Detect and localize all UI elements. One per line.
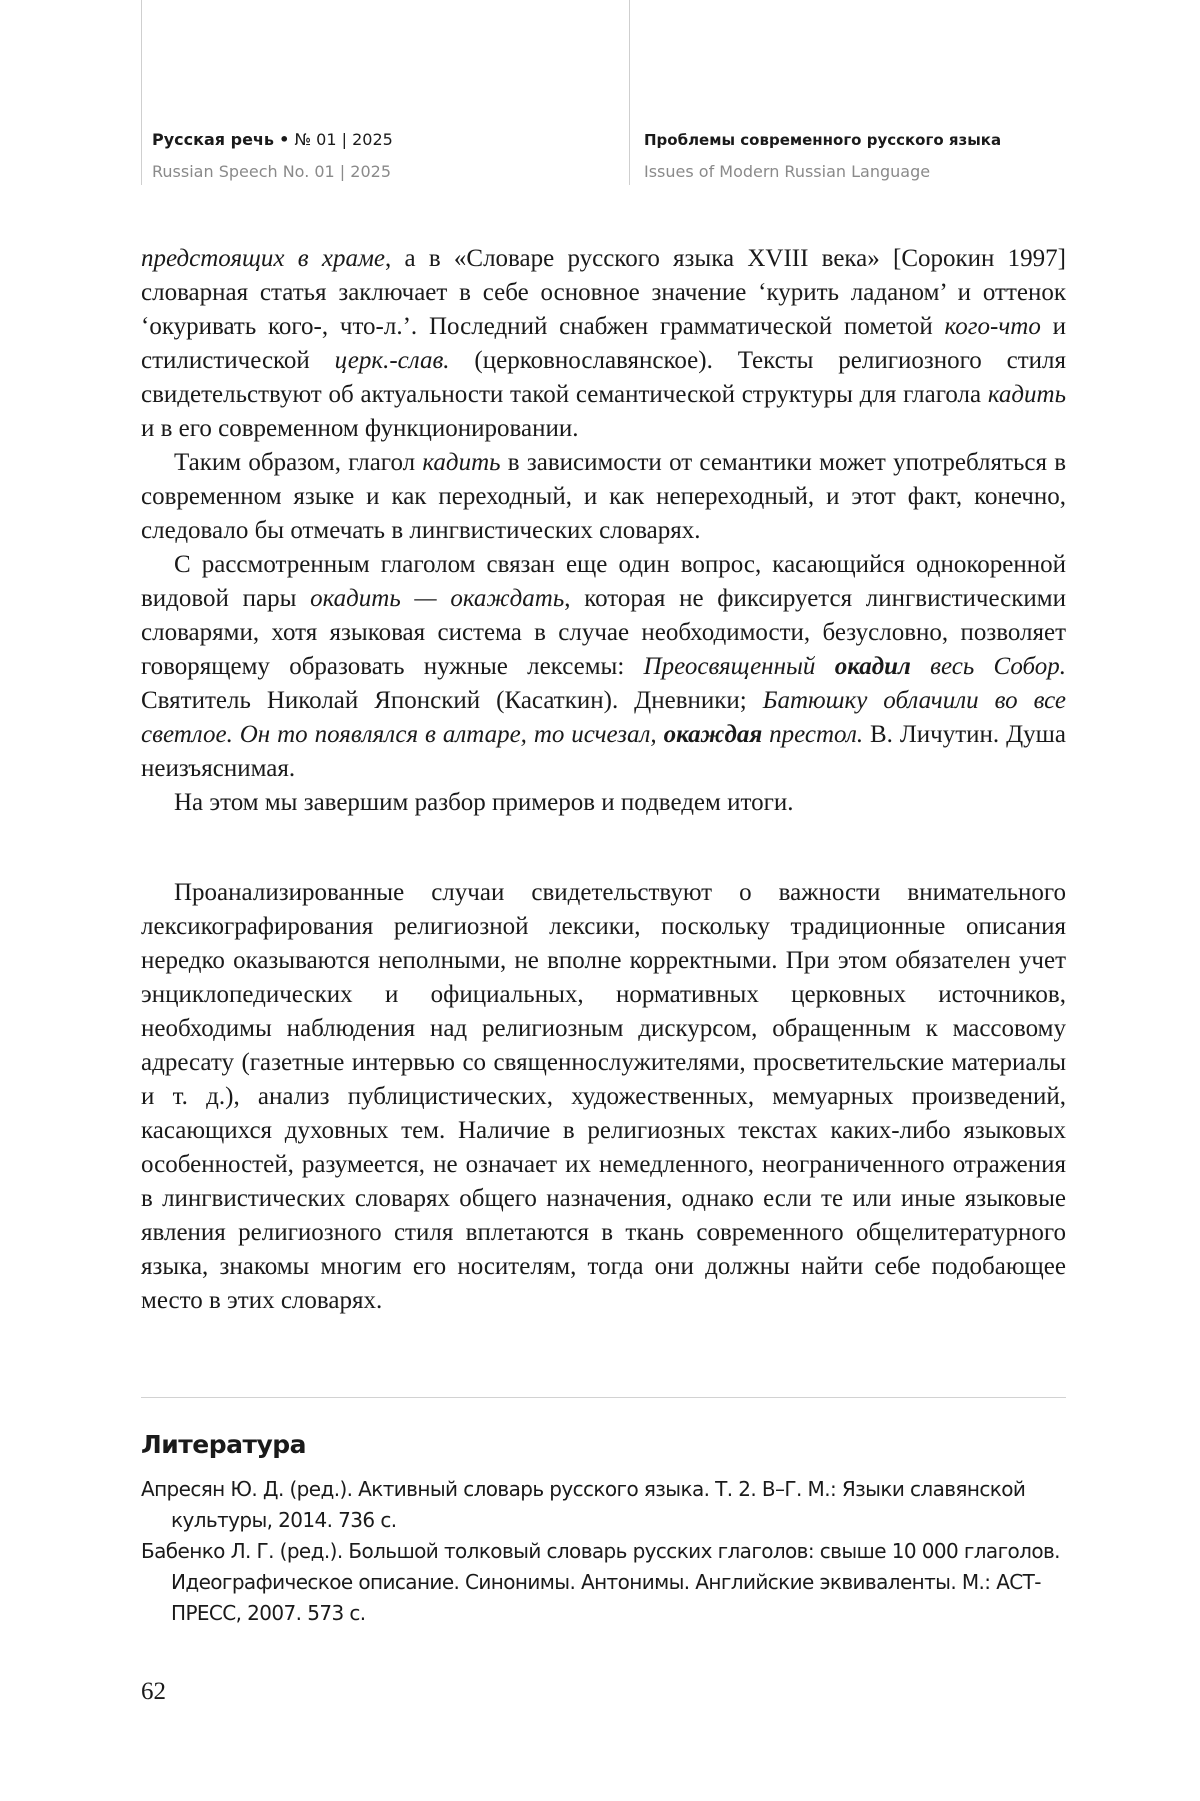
text-run: В. Личутин. Душа неизъяснимая.	[141, 721, 1066, 782]
page-number: 62	[141, 1678, 166, 1705]
text-run: Святитель Николай Японский (Касаткин). Дневники;	[141, 687, 763, 714]
bold-italic-term: окадил	[834, 653, 911, 680]
text-run: и стилистической	[141, 313, 1066, 374]
conclusion-paragraph: Проанализированные случаи свидетельствуют о важности внимательного лексикографирования религиозной лексики, поскольку традиционные описания нередко оказываются неполными, не вполне корректными. При этом обязателен учет энциклопедических и официальных, нормативных церковных источников, необходимы наблюдения над религиозным дискурсом, обращенным к массовому адресату (газетные интервью со священнослужителями, просветительские материалы и т. д.), анализ публицистических, художественных, мемуарных произведений, касающихся духовных тем. Наличие в религиозных текстах каких-либо языковых особенностей, разумеется, не означает их немедленного, неограниченного отражения в лингвистических словарях общего назначения, однако если те или иные языковые явления религиозного стиля вплетаются в ткань современного общелитературного языка, знакомы многим его носителям, тогда они должны найти себе подобающее место в этих словарях.	[141, 879, 1066, 1314]
paragraph	[141, 446, 1066, 548]
text-run: и в его современном функционировании.	[141, 415, 579, 442]
journal-title-en: Russian Speech No. 01 | 2025	[152, 162, 391, 181]
text-run: в зависимости от семантики может употребляться в современном языке и как переходный, и как непереходный, и этот факт, конечно, следовало бы отмечать в лингвистических словарях.	[141, 449, 1067, 544]
text-run: С рассмотренным глаголом связан еще один вопрос, касающийся однокоренной видовой пары	[141, 551, 1066, 612]
reference-item: Апресян Ю. Д. (ред.). Активный словарь русского языка. Т. 2. В–Г. М.: Языки славянской культуры, 2014. 736 с.	[141, 1477, 1026, 1532]
italic-quote: престол.	[762, 721, 864, 748]
section-divider	[141, 1397, 1066, 1398]
paragraph	[141, 242, 1066, 446]
issue-number: № 01 | 2025	[294, 130, 393, 149]
reference-item: Бабенко Л. Г. (ред.). Большой толковый словарь русских глаголов: свыше 10 000 глаголов. Идеографическое описание. Синонимы. Антонимы. Английские эквиваленты. М.: АСТ-ПРЕСС, 2007. 573 с.	[141, 1539, 1060, 1625]
italic-quote: весь Собор.	[910, 653, 1066, 680]
text-run: (церковнославянское). Тексты религиозного стиля свидетельствуют об актуальности такой семантической структуры для глагола	[141, 347, 1066, 408]
bold-italic-term: окаждая	[663, 721, 763, 748]
header-rule-left	[141, 0, 142, 185]
journal-name: Русская речь	[152, 130, 275, 149]
italic-quote: Батюшку облачили во все светлое. Он то появлялся в алтаре, то исчезал,	[141, 687, 1066, 748]
reference-list	[141, 1474, 1066, 1629]
section-title-ru: Проблемы современного русского языка	[644, 131, 1002, 149]
article-body	[141, 242, 1066, 820]
italic-quote: Преосвященный	[643, 653, 835, 680]
italic-term: кадить	[422, 449, 501, 476]
journal-title-ru	[152, 124, 393, 156]
literature-heading: Литература	[141, 1430, 307, 1459]
italic-term: церк.-слав.	[334, 347, 450, 374]
running-head-left	[152, 124, 393, 188]
header-rule-right	[629, 0, 630, 185]
running-head-right	[644, 124, 1001, 188]
italic-term: кадить	[987, 381, 1066, 408]
italic-term: кого-что	[944, 313, 1041, 340]
paragraph	[141, 548, 1066, 786]
section-title-en: Issues of Modern Russian Language	[644, 162, 931, 181]
conclusion-section	[141, 876, 1066, 1318]
italic-term: окадить — окаждать	[310, 585, 565, 612]
italic-term: предстоящих в храме	[141, 245, 386, 272]
paragraph: На этом мы завершим разбор примеров и подведем итоги.	[174, 789, 794, 816]
header-bullet: •	[279, 130, 290, 149]
text-run: , а в «Словаре русского языка XVIII века» [Сорокин 1997] словарная статья заключает в себе основное значение ‘курить ладаном’ и оттенок ‘окуривать кого-, что-л.’. Последний снабжен грамматической пометой	[141, 245, 1066, 340]
text-run: , которая не фиксируется лингвистическими словарями, хотя языковая система в случае необходимости, безусловно, позволяет говорящему образовать нужные лексемы:	[141, 585, 1066, 680]
text-run: Таким образом, глагол	[174, 449, 423, 476]
